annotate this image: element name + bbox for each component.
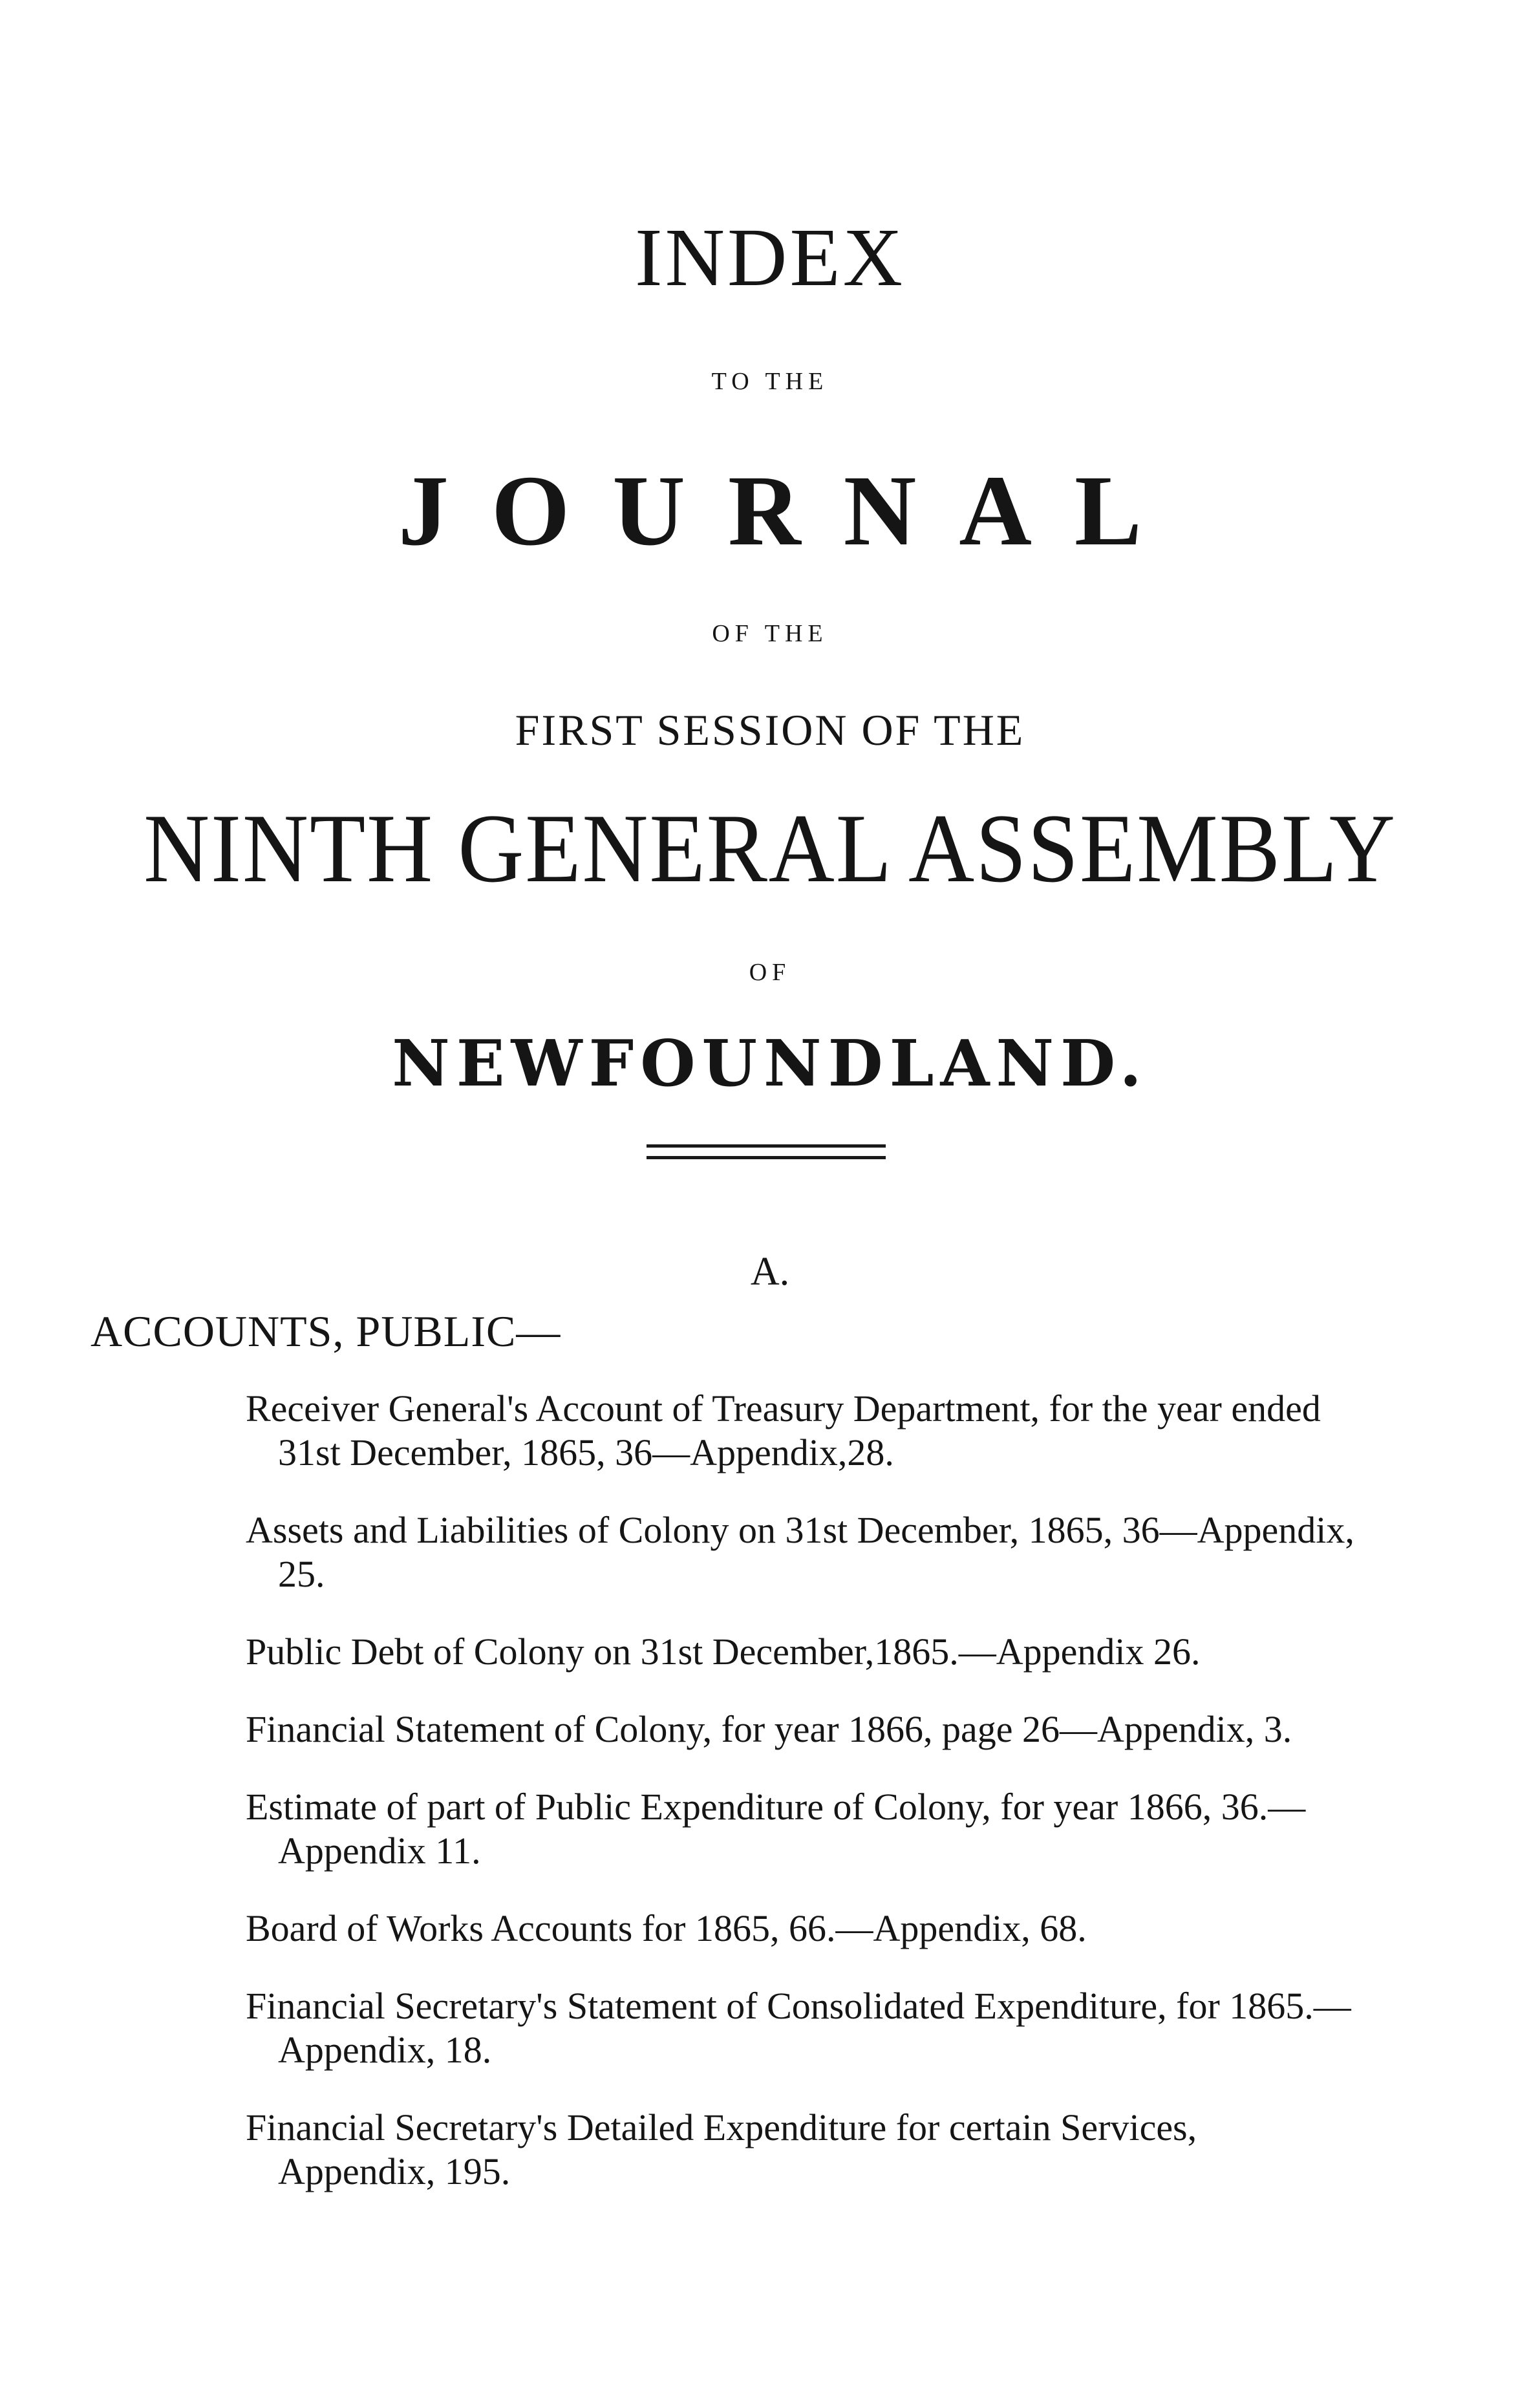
title-first-session: FIRST SESSION OF THE bbox=[515, 705, 1025, 755]
title-place: NEWFOUNDLAND. bbox=[392, 1027, 1148, 1101]
index-entry: Financial Statement of Colony, for year 1866, page 26—Appendix, 3. bbox=[246, 1708, 1292, 1750]
index-entry: Estimate of part of Public Expenditure of Colony, for year 1866, 36.—Appendix 11. bbox=[246, 1786, 1306, 1872]
index-entry: Financial Secretary's Detailed Expenditure for certain Services, Appendix, 195. bbox=[246, 2106, 1197, 2192]
index-entry: Receiver General's Account of Treasury Department, for the year ended 31st December, 1865, 36—Appendix,28. bbox=[246, 1387, 1321, 1473]
title-assembly: NINTH GENERAL ASSEMBLY bbox=[144, 794, 1396, 903]
section-heading: ACCOUNTS, PUBLIC— bbox=[91, 1307, 561, 1356]
section-letter: A. bbox=[750, 1250, 790, 1294]
divider-rule-top bbox=[647, 1144, 886, 1148]
index-entry: Public Debt of Colony on 31st December,1865.—Appendix 26. bbox=[246, 1631, 1201, 1673]
title-journal: JOURNAL bbox=[398, 455, 1185, 566]
index-entry: Board of Works Accounts for 1865, 66.—Appendix, 68. bbox=[246, 1907, 1087, 1949]
title-index: INDEX bbox=[634, 211, 906, 303]
index-entry: Assets and Liabilities of Colony on 31st December, 1865, 36—Appendix, 25. bbox=[246, 1509, 1354, 1595]
subtitle-to-the: TO THE bbox=[711, 368, 829, 395]
index-entry: Financial Secretary's Statement of Consolidated Expenditure, for 1865.—Appendix, 18. bbox=[246, 1985, 1351, 2071]
divider-rule-bottom bbox=[647, 1156, 886, 1159]
index-entries bbox=[246, 1387, 1358, 2227]
subtitle-of: OF bbox=[749, 959, 791, 986]
subtitle-of-the: OF THE bbox=[712, 620, 828, 647]
